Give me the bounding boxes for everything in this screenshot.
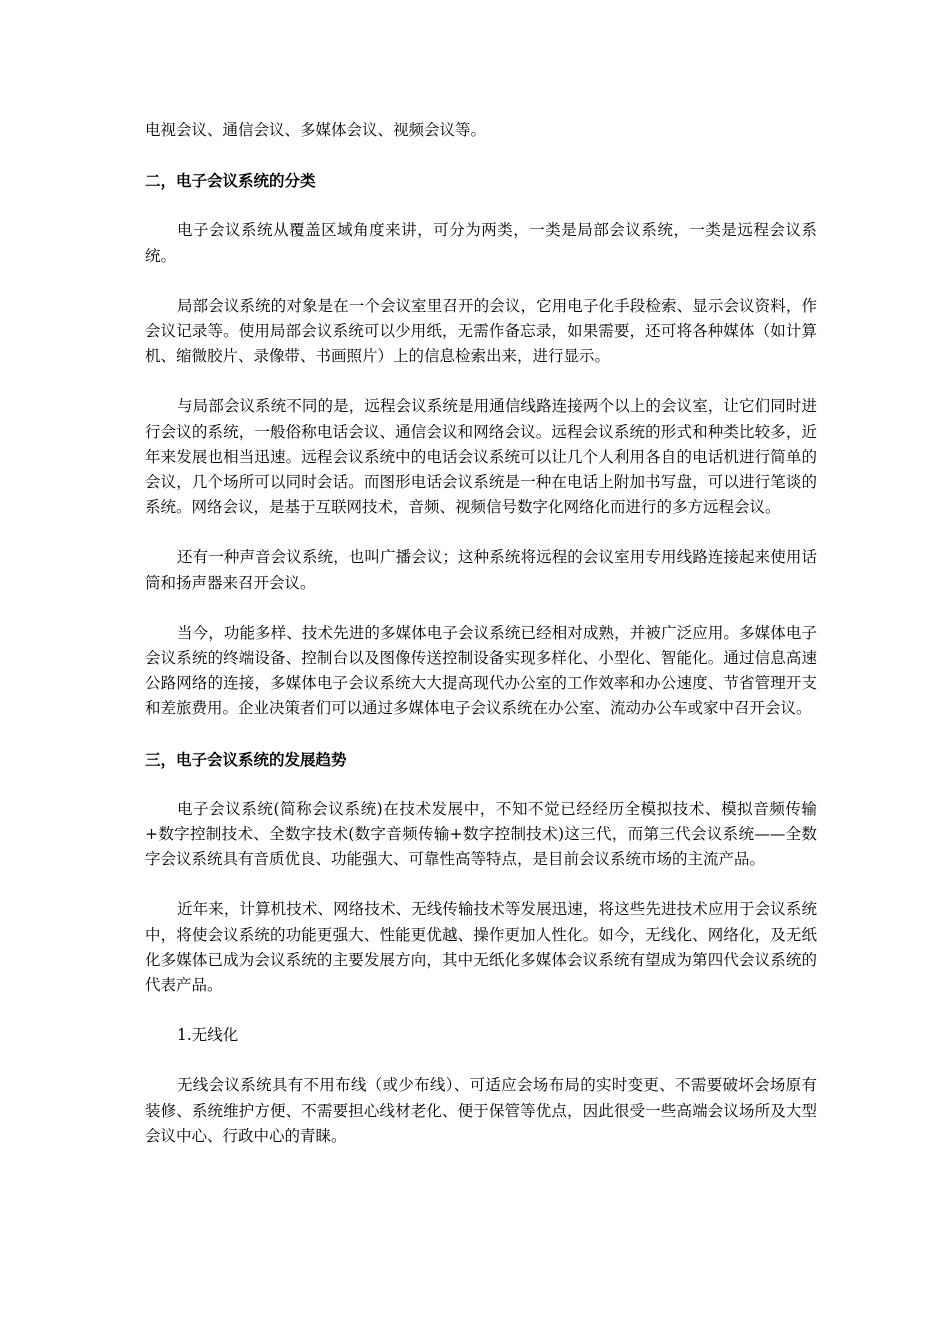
paragraph-3: 局部会议系统的对象是在一个会议室里召开的会议，它用电子化手段检索、显示会议资料，作会议记录等。使用局部会议系统可以少用纸，无需作备忘录，如果需要，还可将各种媒体（如计算机、缩微胶片、录像带、书画照片）上的信息检索出来，进行显示。 [145, 296, 817, 366]
paragraph-8: 近年来，计算机技术、网络技术、无线传输技术等发展迅速，将这些先进技术应用于会议系统中，将使会议系统的功能更强大、性能更优越、操作更加人性化。如今，无线化、网络化，及无纸化多媒体已成为会议系统的主要发展方向，其中无纸化多媒体会议系统有望成为第四代会议系统的代表产品。 [145, 900, 817, 995]
document-page [145, 118, 817, 1149]
paragraph-9: 无线会议系统具有不用布线（或少布线）、可适应会场布局的实时变更、不需要破坏会场原有装修、系统维护方便、不需要担心线材老化、便于保管等优点，因此很受一些高端会议场所及大型会议中心、行政中心的青睐。 [145, 1076, 817, 1145]
paragraph-gap [145, 772, 817, 797]
paragraph-gap [145, 998, 817, 1023]
paragraph-gap [145, 722, 817, 747]
paragraph-gap [145, 872, 817, 897]
paragraph-gap [145, 369, 817, 394]
paragraph-2: 电子会议系统从覆盖区域角度来讲，可分为两类，一类是局部会议系统，一类是远程会议系统。 [145, 221, 817, 265]
paragraph-4: 与局部会议系统不同的是，远程会议系统是用通信线路连接两个以上的会议室，让它们同时进行会议的系统，一般俗称电话会议、通信会议和网络会议。远程会议系统的形式和种类比较多，近年来发展也相当迅速。远程会议系统中的电话会议系统可以让几个人利用各自的电话机进行简单的会议，几个场所可以同时会话。而图形电话会议系统是一种在电话上附加书写盘，可以进行笔谈的系统。网络会议，是基于互联网技术，音频、视频信号数字化网络化而进行的多方远程会议。 [145, 397, 817, 517]
paragraph-1: 电视会议、通信会议、多媒体会议、视频会议等。 [145, 121, 487, 139]
section-heading-2: 二，电子会议系统的分类 [145, 171, 316, 191]
subheading-wireless: 1.无线化 [177, 1026, 239, 1045]
paragraph-6: 当今，功能多样、技术先进的多媒体电子会议系统已经相对成熟，并被广泛应用。多媒体电子会议系统的终端设备、控制台以及图像传送控制设备实现多样化、小型化、智能化。通过信息高速公路网络的连接，多媒体电子会议系统大大提高现代办公室的工作效率和办公速度、节省管理开支和差旅费用。企业决策者们可以通过多媒体电子会议系统在办公室、流动办公车或家中召开会议。 [145, 623, 817, 718]
paragraph-gap [145, 269, 817, 294]
paragraph-5: 还有一种声音会议系统，也叫广播会议；这种系统将远程的会议室用专用线路连接起来使用话筒和扬声器来召开会议。 [145, 548, 817, 592]
paragraph-gap [145, 1048, 817, 1073]
paragraph-gap [145, 596, 817, 621]
section-heading-3: 三，电子会议系统的发展趋势 [145, 749, 347, 769]
paragraph-gap [145, 143, 817, 168]
paragraph-gap [145, 193, 817, 218]
paragraph-gap [145, 520, 817, 545]
paragraph-7: 电子会议系统(简称会议系统)在技术发展中，不知不觉已经经历全模拟技术、模拟音频传输+数字控制技术、全数字技术(数字音频传输+数字控制技术)这三代，而第三代会议系统——全数字会议系统具有音质优良、功能强大、可靠性高等特点，是目前会议系统市场的主流产品。 [145, 799, 817, 869]
